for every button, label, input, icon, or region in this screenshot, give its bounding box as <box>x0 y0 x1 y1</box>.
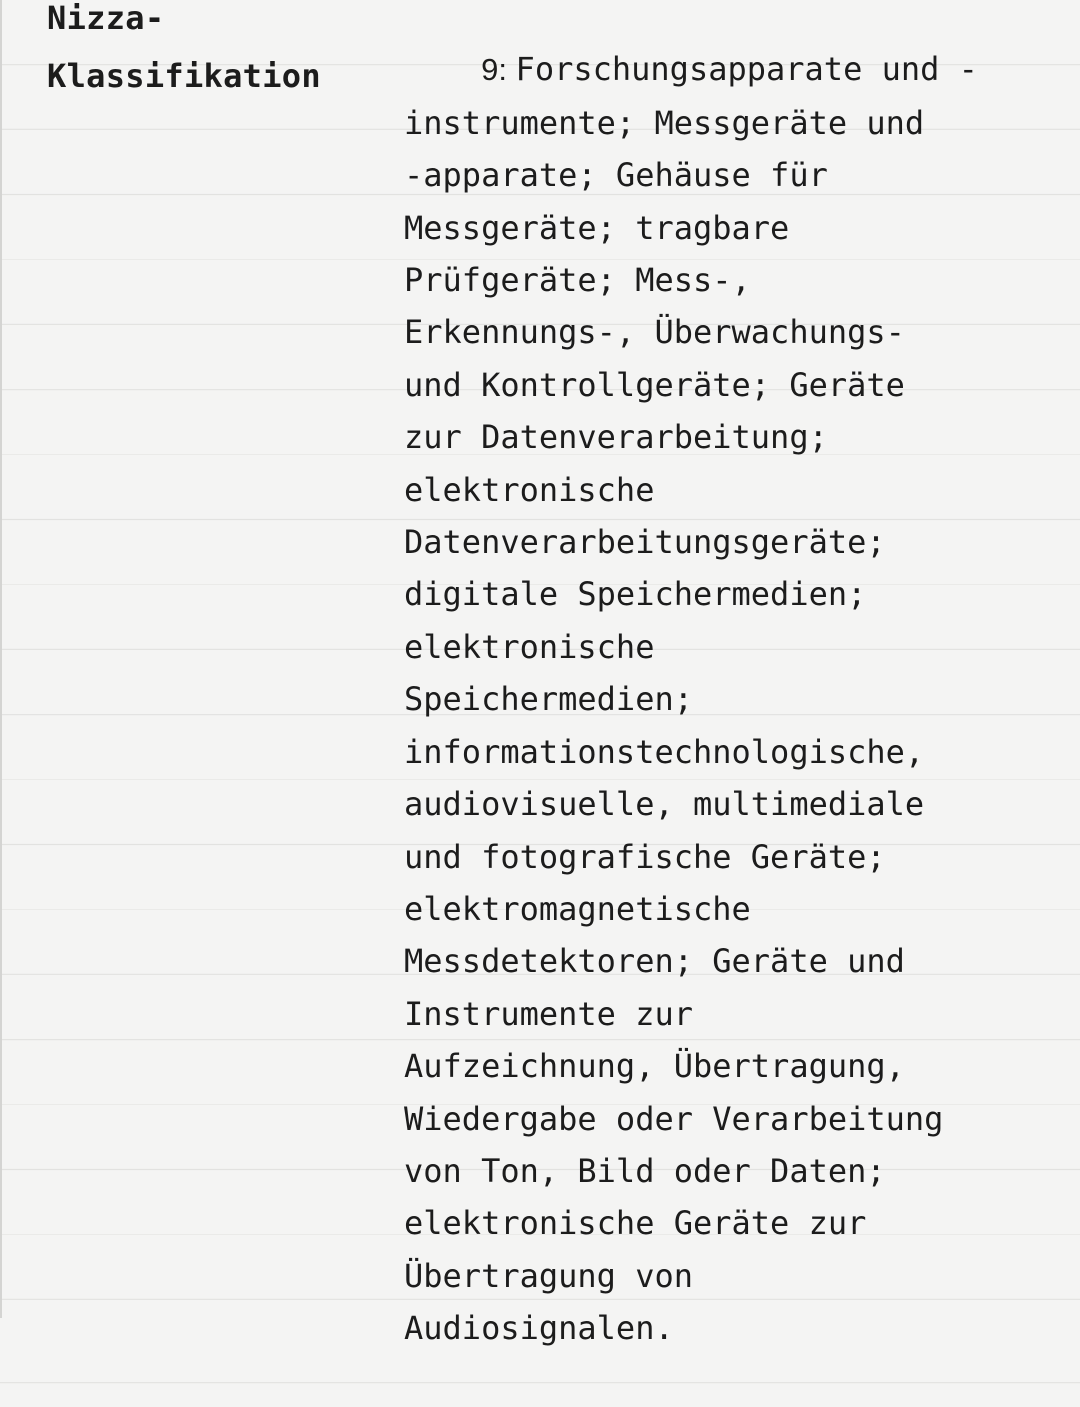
description-line: -apparate; Gehäuse für <box>404 156 828 195</box>
field-label <box>0 0 356 1407</box>
description-line: und Kontrollgeräte; Geräte <box>404 365 905 404</box>
class-separator: : <box>498 52 516 88</box>
description-line: Aufzeichnung, Übertragung, <box>404 1047 905 1086</box>
description-line: elektronische <box>404 470 655 509</box>
description-line: Forschungsapparate und - <box>515 50 978 89</box>
description-line: Messdetektoren; Geräte und <box>404 942 905 981</box>
field-label-text: Nizza- Klassifikation <box>47 0 321 95</box>
description-line: Audiosignalen. <box>404 1309 674 1348</box>
description-line: Erkennungs-, Überwachungs- <box>404 313 905 352</box>
class-number: 9 <box>481 52 499 88</box>
description-line: informationstechnologische, <box>404 732 925 771</box>
description-line: Prüfgeräte; Mess-, <box>404 261 751 300</box>
description-line: Instrumente zur <box>404 994 693 1033</box>
description-line: Speichermedien; <box>404 680 693 719</box>
description-line: Übertragung von <box>404 1256 693 1295</box>
description-line: Messgeräte; tragbare <box>404 208 790 247</box>
description-line: elektromagnetische <box>404 889 751 928</box>
field-value <box>356 0 1016 1407</box>
description-line: Wiedergabe oder Verarbeitung <box>404 1099 944 1138</box>
description-line: und fotografische Geräte; <box>404 837 886 876</box>
description-line: elektronische Geräte zur <box>404 1204 867 1243</box>
description-line: audiovisuelle, multimediale <box>404 785 925 824</box>
description-line: von Ton, Bild oder Daten; <box>404 1151 886 1190</box>
class-description <box>404 50 978 1347</box>
description-line: elektronische <box>404 627 655 666</box>
description-line: zur Datenverarbeitung; <box>404 418 828 457</box>
description-line: digitale Speichermedien; <box>404 575 867 614</box>
description-line: instrumente; Messgeräte und <box>404 103 925 142</box>
description-line: Datenverarbeitungsgeräte; <box>404 523 886 562</box>
